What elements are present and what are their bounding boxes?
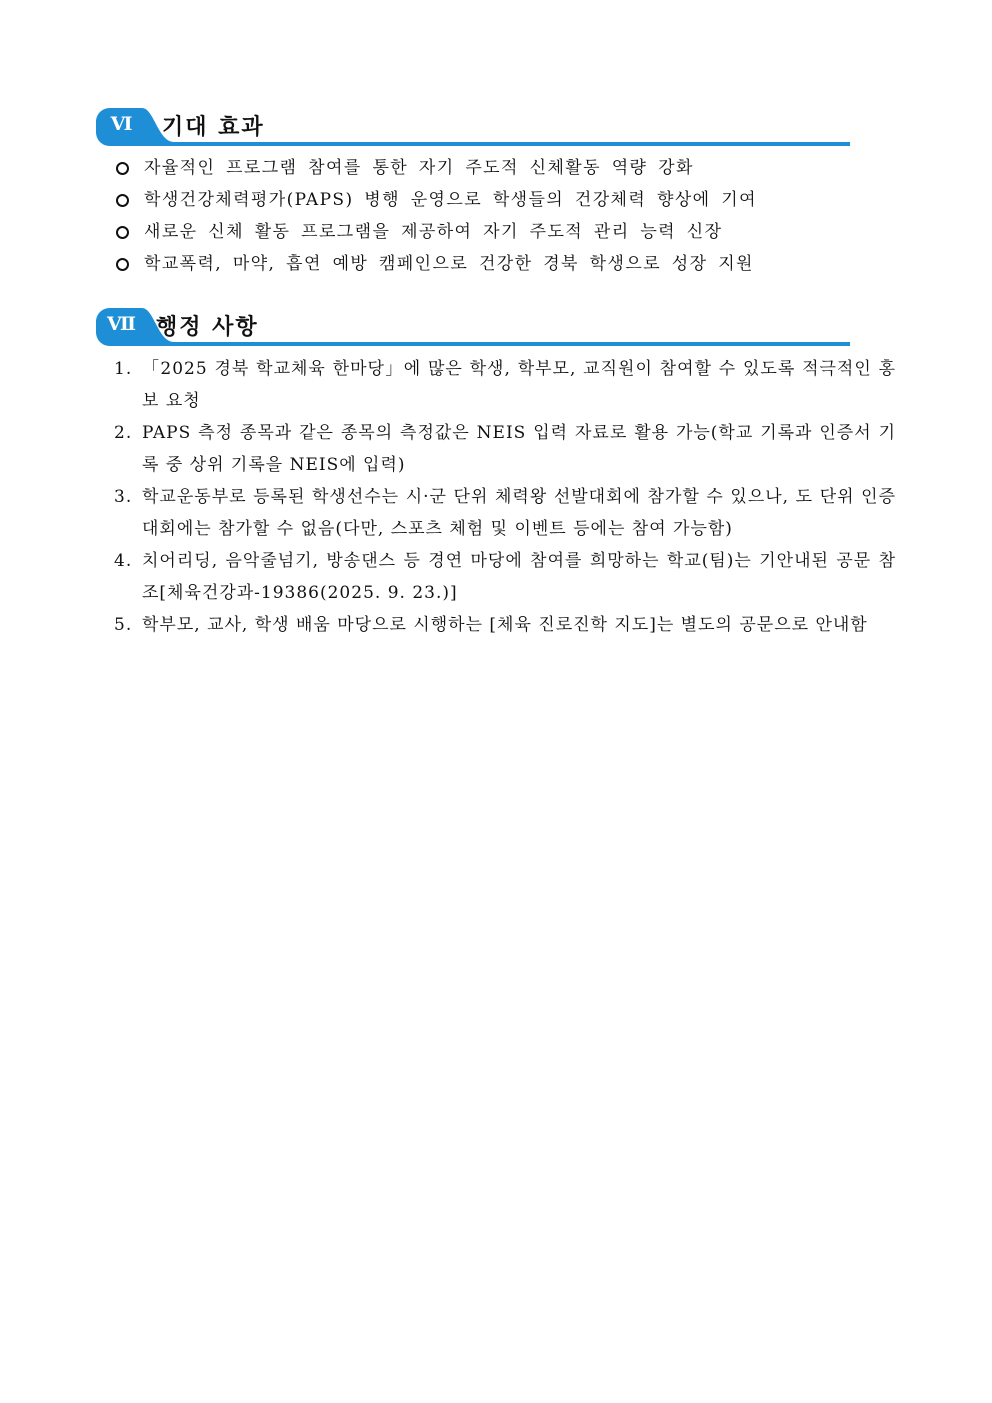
list-item-text: 「2025 경북 학교체육 한마당」에 많은 학생, 학부모, 교직원이 참여할 수 있도록 적극적인 홍보 요청 [142,359,896,411]
section-number: Ⅶ [107,313,135,335]
list-item-text: PAPS 측정 종목과 같은 종목의 측정값은 NEIS 입력 자료로 활용 가능(학교 기록과 인증서 기록 중 상위 기록을 NEIS에 입력) [142,423,896,475]
section-header [96,308,852,344]
item-number: 1. [114,359,133,379]
item-number: 3. [114,487,133,507]
list-item-text: 새로운 신체 활동 프로그램을 제공하여 자기 주도적 관리 능력 신장 [144,222,723,242]
list-item [96,417,896,481]
item-number: 4. [114,551,133,571]
list-item [96,353,896,417]
list-item [96,545,896,609]
list-item [96,184,852,216]
list-item-text: 학교운동부로 등록된 학생선수는 시·군 단위 체력왕 선발대회에 참가할 수 있으나, 도 단위 인증 대회에는 참가할 수 없음(다만, 스포츠 체험 및 이벤트 등에는 참여 가능함) [142,487,896,539]
item-number: 2. [114,423,133,443]
hollow-circle-icon [116,162,129,175]
section-expected-effects [96,108,852,280]
list-item-text: 학부모, 교사, 학생 배움 마당으로 시행하는 [체육 진로진학 지도]는 별도의 공문으로 안내함 [142,615,868,635]
section-title: 기대 효과 [162,115,265,140]
section-header [96,108,852,144]
hollow-circle-icon [116,258,129,271]
hollow-circle-icon [116,226,129,239]
section-number: Ⅵ [110,113,132,135]
list-item [96,609,896,641]
list-item-text: 학생건강체력평가(PAPS) 병행 운영으로 학생들의 건강체력 향상에 기여 [144,190,757,210]
item-number: 5. [114,615,133,635]
list-item-text: 자율적인 프로그램 참여를 통한 자기 주도적 신체활동 역량 강화 [144,158,694,178]
list-item [96,152,852,184]
list-item-text: 학교폭력, 마약, 흡연 예방 캠페인으로 건강한 경북 학생으로 성장 지원 [144,254,754,274]
list-item-text: 치어리딩, 음악줄넘기, 방송댄스 등 경연 마당에 참여를 희망하는 학교(팀)는 기안내된 공문 참조[체육건강과-19386(2025. 9. 23.)] [142,551,896,603]
section-title: 행정 사항 [156,315,259,340]
effects-list [96,152,852,280]
hollow-circle-icon [116,194,129,207]
section-administrative-matters [96,308,896,641]
admin-list [96,353,896,641]
list-item [96,481,896,545]
list-item [96,216,852,248]
list-item [96,248,852,280]
